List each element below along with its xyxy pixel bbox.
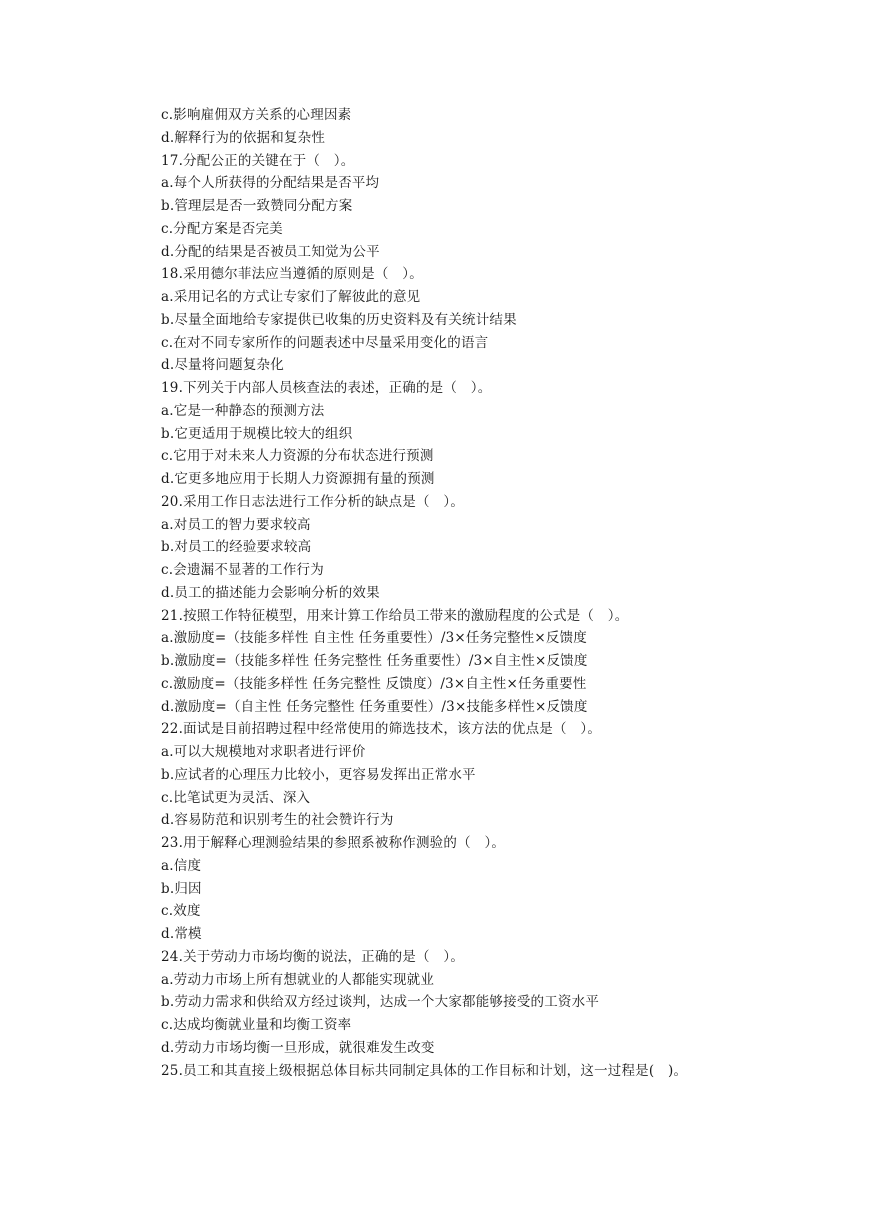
question-line: 17.分配公正的关键在于（ ）。 — [161, 152, 355, 169]
question-line: 22.面试是目前招聘过程中经常使用的筛选技术，该方法的优点是（ ）。 — [161, 721, 602, 738]
option-line: b.对员工的经验要求较高 — [161, 539, 312, 556]
question-line: 25.员工和其直接上级根据总体目标共同制定具体的工作目标和计划，这一过程是( )。 — [161, 1062, 688, 1079]
option-line: b.应试者的心理压力比较小，更容易发挥出正常水平 — [161, 766, 476, 783]
option-line: c.分配方案是否完美 — [161, 220, 283, 237]
question-line: 20.采用工作日志法进行工作分析的缺点是（ ）。 — [161, 493, 465, 510]
option-line: c.激励度=（技能多样性 任务完整性 反馈度）/3×自主性×任务重要性 — [161, 675, 587, 692]
option-line: a.信度 — [161, 857, 202, 874]
question-line: 21.按照工作特征模型，用来计算工作给员工带来的激励程度的公式是（ ）。 — [161, 607, 629, 624]
option-line: d.解释行为的依据和复杂性 — [161, 129, 326, 146]
option-line: a.它是一种静态的预测方法 — [161, 402, 325, 419]
option-line: c.它用于对未来人力资源的分布状态进行预测 — [161, 448, 434, 465]
option-line: a.采用记名的方式让专家们了解彼此的意见 — [161, 289, 421, 305]
question-text-block — [161, 104, 851, 1082]
option-line: b.归因 — [161, 880, 202, 897]
option-line: c.影响雇佣双方关系的心理因素 — [161, 107, 352, 123]
option-line: a.对员工的智力要求较高 — [161, 516, 311, 533]
option-line: d.激励度=（自主性 任务完整性 任务重要性）/3×技能多样性×反馈度 — [161, 698, 588, 715]
option-line: b.激励度=（技能多样性 任务完整性 任务重要性）/3×自主性×反馈度 — [161, 653, 588, 669]
option-line: c.在对不同专家所作的问题表述中尽量采用变化的语言 — [161, 334, 489, 351]
option-line: b.劳动力需求和供给双方经过谈判，达成一个大家都能够接受的工资水平 — [161, 994, 600, 1011]
question-line: 19.下列关于内部人员核查法的表述，正确的是（ ）。 — [161, 380, 492, 396]
option-line: d.分配的结果是否被员工知觉为公平 — [161, 243, 380, 260]
option-line: d.尽量将问题复杂化 — [161, 357, 284, 374]
question-line: 23.用于解释心理测验结果的参照系被称作测验的（ ）。 — [161, 835, 506, 851]
option-line: b.管理层是否一致赞同分配方案 — [161, 198, 353, 214]
option-line: b.它更适用于规模比较大的组织 — [161, 425, 353, 442]
option-line: c.比笔试更为灵活、深入 — [161, 789, 311, 806]
option-line: a.每个人所获得的分配结果是否平均 — [161, 175, 380, 192]
option-line: d.常模 — [161, 926, 202, 942]
option-line: a.激励度=（技能多样性 自主性 任务重要性）/3×任务完整性×反馈度 — [161, 630, 587, 647]
option-line: c.会遗漏不显著的工作行为 — [161, 562, 324, 578]
option-line: d.容易防范和识别考生的社会赞许行为 — [161, 812, 394, 829]
option-line: d.劳动力市场均衡一旦形成，就很难发生改变 — [161, 1039, 435, 1056]
option-line: d.它更多地应用于长期人力资源拥有量的预测 — [161, 471, 435, 487]
option-line: a.劳动力市场上所有想就业的人都能实现就业 — [161, 971, 435, 988]
option-line: a.可以大规模地对求职者进行评价 — [161, 744, 366, 760]
question-line: 24.关于劳动力市场均衡的说法，正确的是（ ）。 — [161, 948, 465, 965]
question-line: 18.采用德尔菲法应当遵循的原则是（ ）。 — [161, 266, 423, 283]
option-line: d.员工的描述能力会影响分析的效果 — [161, 584, 380, 601]
option-line: b.尽量全面地给专家提供已收集的历史资料及有关统计结果 — [161, 311, 517, 328]
option-line: c.达成均衡就业量和均衡工资率 — [161, 1017, 352, 1033]
option-line: c.效度 — [161, 903, 201, 920]
